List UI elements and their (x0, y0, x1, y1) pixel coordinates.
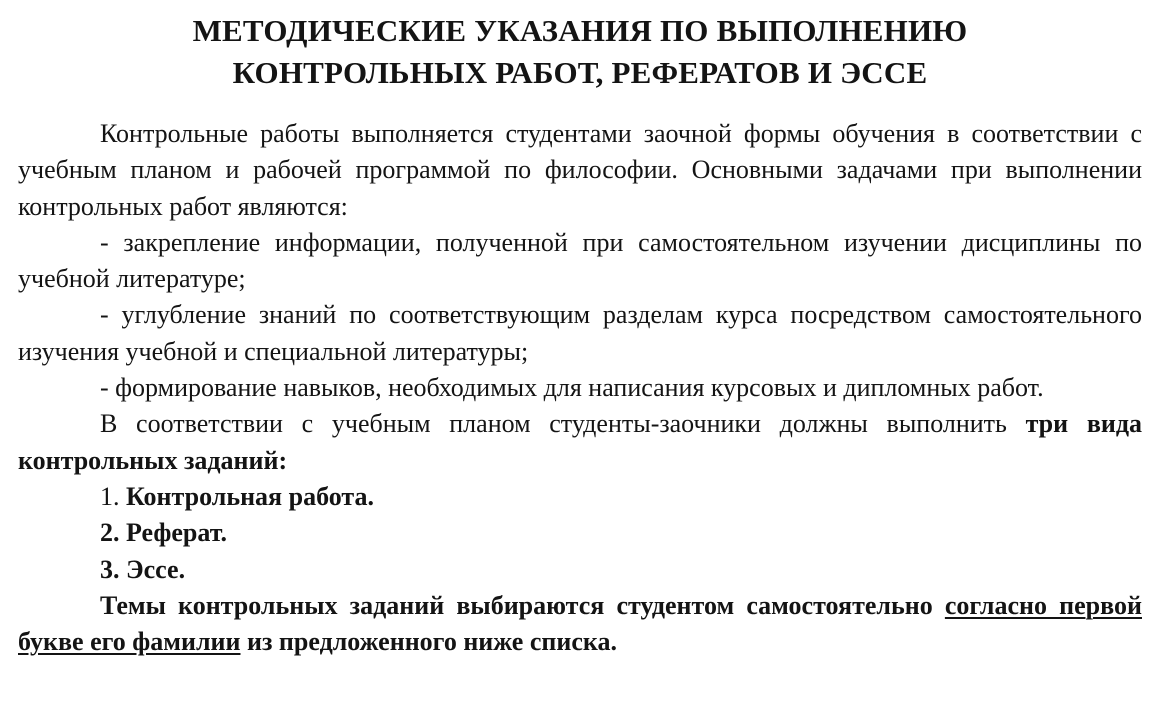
final-bold-text: Темы контрольных заданий выбираются студентом самостоятельно (100, 590, 933, 620)
document-title (18, 10, 1142, 94)
assignment-number: 2. (100, 518, 120, 548)
intro-paragraph: Контрольные работы выполняется студентами заочной формы обучения в соответствии с учебным планом и рабочей программой по философии. Основными задачами при выполнении контрольных работ являются: (18, 119, 1142, 221)
assignment-label: Контрольная работа. (126, 481, 374, 511)
title-line-1: МЕТОДИЧЕСКИЕ УКАЗАНИЯ ПО ВЫПОЛНЕНИЮ (192, 13, 968, 48)
assignment-type-2 (100, 515, 1142, 551)
final-tail-text: из предложенного ниже списка. (240, 627, 617, 657)
assignment-type-1 (100, 479, 1142, 515)
task-item-2: - углубление знаний по соответствующим разделам курса посредством самостоятельного изучения учебной и специальной литературы; (18, 300, 1142, 366)
document-body (18, 116, 1142, 660)
plan-text: В соответствии с учебным планом студенты-заочники должны выполнить (100, 409, 1007, 439)
title-line-2: КОНТРОЛЬНЫХ РАБОТ, РЕФЕРАТОВ И ЭССЕ (232, 55, 928, 90)
assignment-number: 3. (100, 554, 120, 584)
final-paragraph (18, 588, 1142, 661)
final-underlined-text: согласно первой букве его фамилии (18, 590, 1142, 657)
assignment-label: Реферат. (126, 518, 228, 548)
assignment-number: 1. (100, 481, 120, 511)
task-item-1: - закрепление информации, полученной при самостоятельном изучении дисциплины по учебной литературе; (18, 227, 1142, 294)
assignment-label: Эссе. (126, 554, 186, 584)
assignment-type-3 (100, 552, 1142, 588)
task-item-3: - формирование навыков, необходимых для написания курсовых и дипломных работ. (100, 373, 1044, 403)
plan-bold-text: три вида контрольных заданий: (18, 409, 1142, 475)
plan-paragraph (18, 406, 1142, 479)
